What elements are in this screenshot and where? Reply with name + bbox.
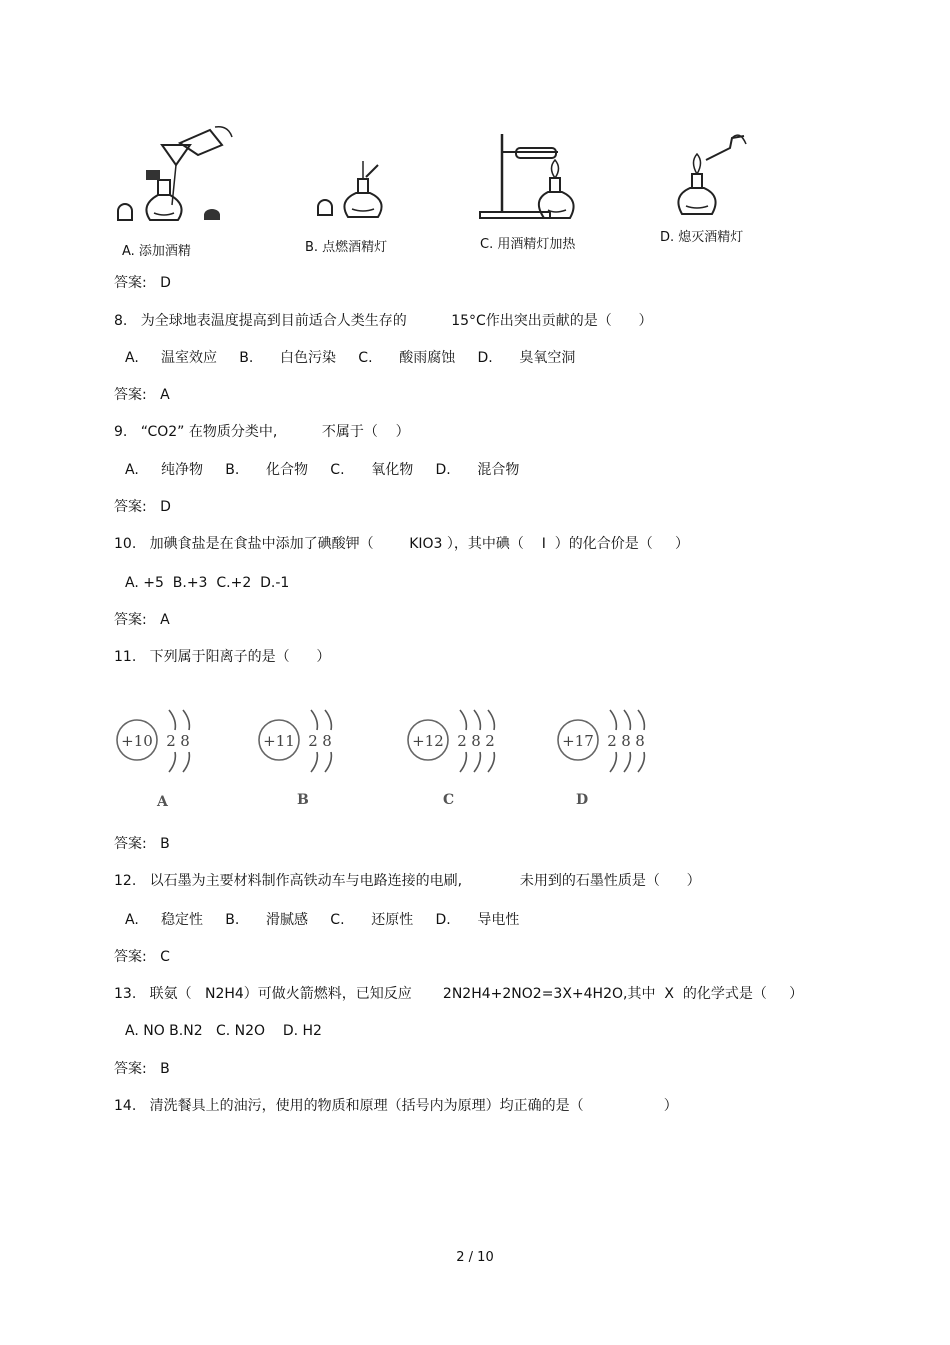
ion-structure-diagrams <box>0 680 950 820</box>
electron-shell-arc <box>638 710 644 730</box>
ion-label-a: A <box>157 794 168 810</box>
electron-shell-arc <box>474 752 480 772</box>
electron-count: 8 <box>471 732 481 750</box>
nucleus-charge: +12 <box>412 732 444 750</box>
option-d-caption: D. 熄灭酒精灯 <box>660 230 744 245</box>
electron-count: 8 <box>635 732 645 750</box>
electron-shell-arc <box>638 752 644 772</box>
page-number: 2 / 10 <box>456 1250 494 1265</box>
q14-stem: 14. 清洗餐具上的油污，使用的物质和原理（括号内为原理）均正确的是（ ） <box>114 1098 678 1114</box>
q10-options: A. +5 B.+3 C.+2 D.-1 <box>125 575 290 591</box>
option-c-caption: C. 用酒精灯加热 <box>480 237 576 252</box>
alcohol-lamp-illustration-a <box>110 125 250 235</box>
electron-shell-arc <box>325 710 331 730</box>
q7-answer: 答案: D <box>114 275 171 291</box>
electron-shell-arc <box>169 752 175 772</box>
nucleus-charge: +11 <box>263 732 295 750</box>
electron-count: 2 <box>485 732 495 750</box>
electron-shell-arc <box>460 752 466 772</box>
electron-shell-arc <box>488 752 494 772</box>
electron-count: 2 <box>457 732 467 750</box>
alcohol-lamp-illustration-b <box>312 155 412 235</box>
electron-shell-arc <box>610 752 616 772</box>
q12-answer: 答案: C <box>114 949 170 965</box>
option-b-caption: B. 点燃酒精灯 <box>305 240 388 255</box>
q9-answer: 答案: D <box>114 499 171 515</box>
nucleus-charge: +10 <box>121 732 153 750</box>
electron-shell-arc <box>169 710 175 730</box>
q12-options: A. 稳定性 B. 滑腻感 C. 还原性 D. 导电性 <box>125 912 520 928</box>
option-a-caption: A. 添加酒精 <box>122 244 191 259</box>
q8-options: A. 温室效应 B. 白色污染 C. 酸雨腐蚀 D. 臭氧空洞 <box>125 350 576 366</box>
q11-answer: 答案: B <box>114 836 170 852</box>
ion-label-d: D <box>576 792 589 808</box>
electron-shell-arc <box>325 752 331 772</box>
electron-shell-arc <box>624 710 630 730</box>
electron-shell-arc <box>460 710 466 730</box>
electron-count: 8 <box>621 732 631 750</box>
q8-answer: 答案: A <box>114 387 170 403</box>
ion-label-c: C <box>443 792 455 808</box>
electron-shell-arc <box>311 710 317 730</box>
electron-count: 2 <box>166 732 176 750</box>
nucleus-charge: +17 <box>562 732 594 750</box>
alcohol-lamp-illustration-d <box>670 130 770 220</box>
electron-shell-arc <box>183 710 189 730</box>
alcohol-lamp-illustration-c <box>478 130 608 230</box>
q10-stem: 10. 加碘食盐是在食盐中添加了碘酸钾（ KIO3 ），其中碘（ I ）的化合价是（ ） <box>114 536 689 552</box>
q10-answer: 答案: A <box>114 612 170 628</box>
electron-count: 2 <box>308 732 318 750</box>
electron-count: 2 <box>607 732 617 750</box>
q12-stem: 12. 以石墨为主要材料制作高铁动车与电路连接的电刷, 未用到的石墨性质是（ ） <box>114 873 701 889</box>
ion-label-b: B <box>297 792 309 808</box>
q9-stem: 9. “CO2” 在物质分类中, 不属于（ ） <box>114 424 410 440</box>
electron-shell-arc <box>183 752 189 772</box>
q13-stem: 13. 联氨（ N2H4）可做火箭燃料，已知反应 2N2H4+2NO2=3X+4H2O,其中 X 的化学式是（ ） <box>114 986 804 1002</box>
electron-shell-arc <box>311 752 317 772</box>
electron-shell-arc <box>488 710 494 730</box>
electron-shell-arc <box>610 710 616 730</box>
q13-answer: 答案: B <box>114 1061 170 1077</box>
q8-stem: 8. 为全球地表温度提高到目前适合人类生存的 15°C作出突出贡献的是（ ） <box>114 313 653 329</box>
q11-stem: 11. 下列属于阳离子的是（ ） <box>114 649 331 665</box>
q13-options: A. NO B.N2 C. N2O D. H2 <box>125 1023 322 1039</box>
electron-count: 8 <box>322 732 332 750</box>
electron-count: 8 <box>180 732 190 750</box>
electron-shell-arc <box>474 710 480 730</box>
electron-shell-arc <box>624 752 630 772</box>
q9-options: A. 纯净物 B. 化合物 C. 氧化物 D. 混合物 <box>125 462 520 478</box>
